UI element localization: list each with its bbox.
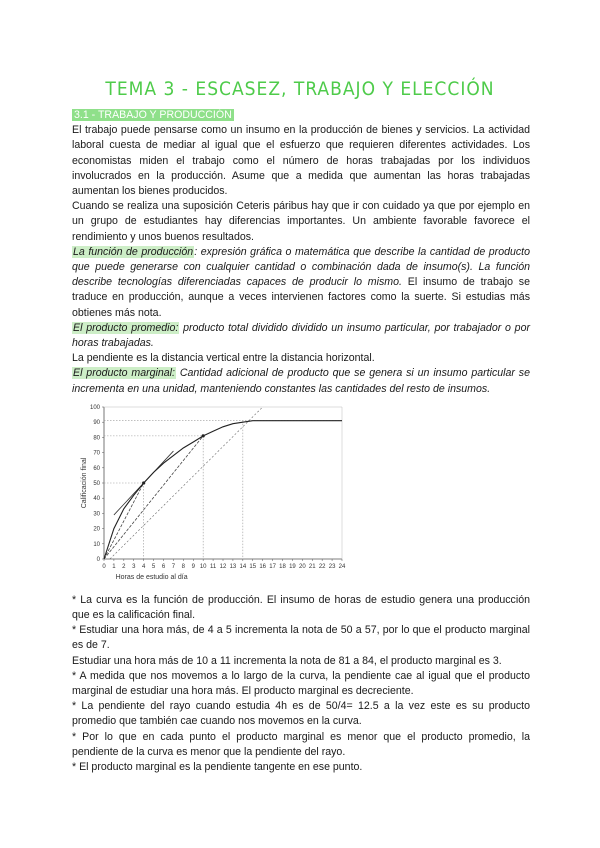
paragraph-producto-marginal (72, 366, 530, 396)
x-tick-label: 20 (298, 563, 306, 570)
y-tick-label: 20 (93, 526, 100, 533)
production-chart-svg (76, 399, 356, 587)
x-tick-label: 12 (219, 563, 227, 570)
y-tick-label: 40 (93, 496, 100, 503)
y-axis-label: Calificación final (81, 457, 88, 509)
def-producto-marginal: Cantidad adicional de producto que se genera si un insumo particular se incrementa en una unidad, manteniendo constantes las cantidades del resto de insumos. (72, 367, 530, 395)
bullet-item: * Estudiar una hora más, de 4 a 5 incrementa la nota de 50 a 57, por lo que el producto marginal es de 7. (72, 624, 530, 652)
ray-line (104, 483, 144, 559)
bullet-item: Estudiar una hora más de 10 a 11 incrementa la nota de 81 a 84, el producto marginal es 3. (72, 654, 502, 667)
term-funcion-produccion: La función de producción (73, 245, 194, 258)
x-tick-label: 4 (141, 563, 146, 570)
x-tick-label: 14 (239, 563, 247, 570)
data-point (142, 481, 145, 484)
x-tick-label: 6 (161, 563, 166, 570)
x-tick-label: 11 (209, 563, 217, 570)
x-tick-label: 2 (122, 563, 126, 570)
x-tick-label: 23 (328, 563, 336, 570)
text-funcion-rest: El insumo de trabajo se traduce en producción, aunque a veces intervienen factores como la suerte. Si estudias más obtienes más nota. (72, 276, 530, 319)
x-axis-label: Horas de estudio al día (115, 573, 188, 581)
term-producto-promedio: El producto promedio: (73, 321, 179, 334)
bullet-item: * La pendiente del rayo cuando estudia 4h es de 50/4= 12.5 a la vez este es su producto promedio que también cae cuando nos movemos en la curva. (72, 700, 530, 728)
paragraph-funcion-produccion (72, 245, 530, 321)
x-tick-label: 22 (318, 563, 326, 570)
bullet-item: * A medida que nos movemos a lo largo de la curva, la pendiente cae al igual que el producto marginal de estudiar una hora más. El producto marginal es decreciente. (72, 669, 530, 698)
x-tick-label: 13 (229, 563, 237, 570)
x-tick-label: 17 (269, 563, 276, 570)
x-tick-label: 8 (181, 563, 186, 570)
x-tick-label: 15 (249, 563, 257, 570)
x-tick-label: 3 (132, 563, 136, 570)
y-tick-label: 30 (93, 511, 100, 518)
x-tick-label: 21 (308, 563, 316, 570)
y-tick-label: 0 (96, 556, 100, 563)
page-title: TEMA 3 - ESCASEZ, TRABAJO Y ELECCIÓN (105, 78, 495, 100)
paragraph-ceteris: Cuando se realiza una suposición Ceteris páribus hay que ir con cuidado ya que por ejemplo en un grupo de estudiantes hay diferencias importantes. Un ambiente favorable favorece el rendimiento y unos buenos resultados. (72, 200, 530, 243)
def-producto-promedio: producto total dividido dividido un insumo particular, por trabajador o por horas trabajadas. (72, 321, 530, 350)
y-tick-label: 80 (93, 435, 100, 442)
production-chart (72, 399, 530, 589)
y-tick-label: 10 (93, 541, 100, 548)
def-funcion-produccion: : expresión gráfica o matemática que describe la cantidad de producto que puede generarse con cualquier cantidad o combinación dada de insumo(s). La función describe tecnologías diferenciadas capaces de producir lo mismo. (72, 245, 531, 289)
y-tick-label: 50 (93, 480, 100, 487)
section-heading (72, 108, 530, 123)
x-tick-label: 16 (259, 563, 267, 570)
x-tick-label: 24 (338, 563, 346, 570)
tangent-line (110, 407, 263, 559)
x-tick-label: 0 (102, 563, 106, 570)
x-tick-label: 18 (279, 563, 286, 570)
data-point (202, 434, 205, 437)
document-body (72, 108, 530, 775)
y-tick-label: 70 (93, 450, 100, 457)
y-tick-label: 100 (89, 404, 100, 411)
x-tick-label: 9 (191, 563, 195, 570)
bullet-list (72, 593, 530, 775)
paragraph-producto-promedio (72, 321, 530, 351)
bullet-item: * Por lo que en cada punto el producto marginal es menor que el producto promedio, la pendiente de la curva es menor que la pendiente del rayo. (72, 730, 530, 758)
x-tick-label: 7 (171, 563, 176, 570)
ray-line (104, 436, 203, 559)
term-producto-marginal: El producto marginal: (73, 367, 175, 380)
section-heading-label: 3.1 - TRABAJO Y PRODUCCIÓN (74, 109, 232, 121)
paragraph-pendiente: La pendiente es la distancia vertical entre la distancia horizontal. (72, 352, 375, 365)
y-tick-label: 90 (93, 420, 100, 427)
paragraph-trabajo: El trabajo puede pensarse como un insumo en la producción de bienes y servicios. La actividad laboral cuesta de mediar al igual que el esfuerzo que requieren diferentes actividades. Los economistas miden el trabajo como el número de horas trabajadas por los individuos involucrados en la producción. Asume que a medida que aumentan las horas trabajadas aumentan los bienes producidos. (72, 124, 530, 198)
x-tick-label: 5 (151, 563, 156, 570)
bullet-item: * La curva es la función de producción. El insumo de horas de estudio genera una producción que es la calificación final. (72, 593, 530, 622)
bullet-item: * El producto marginal es la pendiente tangente en ese punto. (72, 761, 363, 774)
y-tick-label: 60 (93, 465, 100, 472)
x-tick-label: 19 (289, 563, 296, 570)
x-tick-label: 10 (199, 563, 207, 570)
x-tick-label: 1 (112, 563, 116, 570)
